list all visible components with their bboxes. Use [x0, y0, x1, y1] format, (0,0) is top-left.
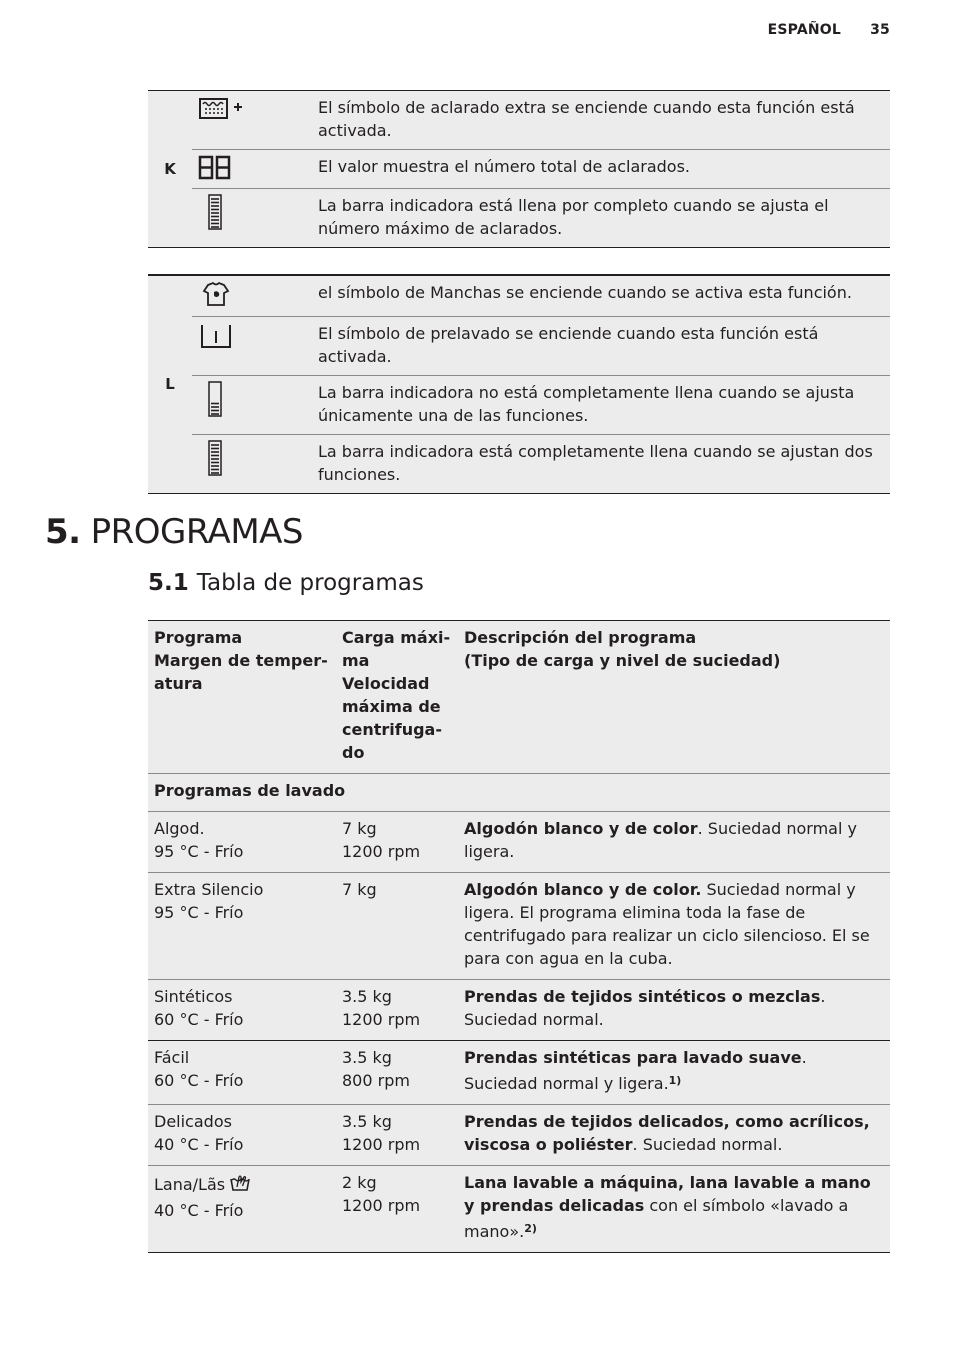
header-text: (Tipo de carga y nivel de suciedad)	[464, 651, 781, 670]
table-k-text-2: El valor muestra el número total de aclarados.	[304, 150, 890, 189]
program-desc-bold: Algodón blanco y de color	[464, 819, 698, 838]
program-speed: 1200 rpm	[342, 1196, 421, 1215]
header-text: Descripción del programa	[464, 628, 697, 647]
table-row	[148, 1166, 890, 1253]
table-row	[148, 1105, 890, 1166]
program-speed: 1200 rpm	[342, 842, 421, 861]
table-row	[148, 812, 890, 873]
program-temp: 60 °C - Frío	[154, 1010, 244, 1029]
section-label: Programas de lavado	[148, 774, 890, 812]
header-text: atura	[154, 674, 203, 693]
table-k-key: K	[164, 159, 176, 178]
header-text: centrifuga-	[342, 720, 442, 739]
program-desc: . Suciedad normal y ligera.	[464, 1048, 807, 1093]
program-desc-bold: Prendas sintéticas para lavado suave	[464, 1048, 802, 1067]
stain-shirt-icon	[192, 275, 304, 317]
full-bar-indicator-icon	[192, 435, 304, 494]
header-text: Carga máxi-	[342, 628, 451, 647]
program-desc-bold: Lana lavable a máquina, lana lavable a mano y prendas delicadas	[464, 1173, 871, 1215]
program-desc-bold: Prendas de tejidos sintéticos o mezclas	[464, 987, 821, 1006]
header-language: ESPAÑOL	[767, 22, 842, 38]
header-load	[336, 621, 458, 774]
program-speed: 1200 rpm	[342, 1135, 421, 1154]
subsection-title: Tabla de programas	[196, 570, 424, 596]
header-text: Programa	[154, 628, 243, 647]
table-row	[148, 1041, 890, 1105]
table-row	[148, 980, 890, 1041]
table-l-text-1: el símbolo de Manchas se enciende cuando se activa esta función.	[318, 283, 852, 302]
program-speed: 1200 rpm	[342, 1010, 421, 1029]
page-header	[768, 22, 890, 38]
header-description	[458, 621, 890, 774]
hand-wash-icon	[229, 1171, 251, 1199]
header-program	[148, 621, 336, 774]
program-load: 3.5 kg	[342, 1048, 392, 1067]
program-load: 2 kg	[342, 1173, 377, 1192]
program-desc-bold: Prendas de tejidos delicados, como acrílicos, viscosa o poliéster	[464, 1112, 870, 1154]
program-load: 7 kg	[342, 819, 377, 838]
full-bar-indicator-icon	[192, 189, 304, 248]
program-desc: . Suciedad normal y ligera.	[464, 819, 857, 861]
program-desc: Suciedad normal y ligera. El programa elimina toda la fase de centrifugado para realizar un ciclo silencioso. El se para con agua en la cuba.	[464, 880, 870, 968]
subsection-heading	[148, 570, 424, 596]
header-text: do	[342, 743, 365, 762]
footnote-ref: 1)	[668, 1074, 682, 1087]
program-temp: 40 °C - Frío	[154, 1201, 244, 1220]
program-name: Sintéticos	[154, 987, 233, 1006]
footnote-ref: 2)	[524, 1222, 537, 1235]
program-name: Extra Silencio	[154, 880, 264, 899]
header-text: ma	[342, 651, 370, 670]
table-l-text-4: La barra indicadora está completamente llena cuando se ajustan dos funciones.	[304, 435, 890, 494]
table-k-text-1: El símbolo de aclarado extra se enciende cuando esta función está activada.	[318, 98, 855, 140]
header-text: Margen de temper-	[154, 651, 328, 670]
section-title: PROGRAMAS	[90, 512, 303, 552]
table-l	[148, 274, 890, 494]
program-load: 7 kg	[342, 880, 377, 899]
program-temp: 95 °C - Frío	[154, 842, 244, 861]
program-desc-bold: Algodón blanco y de color.	[464, 880, 702, 899]
program-temp: 40 °C - Frío	[154, 1135, 244, 1154]
section-heading	[45, 512, 303, 552]
program-name: Lana/Lãs	[154, 1175, 226, 1194]
program-temp: 95 °C - Frío	[154, 903, 244, 922]
prewash-tub-icon	[192, 317, 304, 376]
partial-bar-indicator-icon	[192, 376, 304, 435]
program-table	[148, 620, 890, 1253]
header-text: Velocidad	[342, 674, 430, 693]
header-text: máxima de	[342, 697, 441, 716]
program-name: Algod.	[154, 819, 205, 838]
section-number: 5.	[45, 512, 81, 552]
section-row	[148, 774, 890, 812]
program-load: 3.5 kg	[342, 987, 392, 1006]
program-speed: 800 rpm	[342, 1071, 410, 1090]
table-k	[148, 90, 890, 248]
table-l-text-2: El símbolo de prelavado se enciende cuando esta función está activada.	[304, 317, 890, 376]
page-number: 35	[870, 22, 890, 38]
program-desc: con el símbolo «lavado a mano».	[464, 1196, 849, 1241]
program-name: Delicados	[154, 1112, 232, 1131]
program-table-header	[148, 621, 890, 774]
digit-display-icon	[192, 150, 304, 189]
table-l-key: L	[165, 375, 175, 393]
program-desc: . Suciedad normal.	[464, 987, 826, 1029]
table-k-text-3: La barra indicadora está llena por completo cuando se ajusta el número máximo de aclarados.	[304, 189, 890, 248]
extra-rinse-icon	[192, 91, 304, 150]
program-name: Fácil	[154, 1048, 190, 1067]
program-load: 3.5 kg	[342, 1112, 392, 1131]
program-desc: . Suciedad normal.	[632, 1135, 783, 1154]
table-row	[148, 873, 890, 980]
program-temp: 60 °C - Frío	[154, 1071, 244, 1090]
subsection-number: 5.1	[148, 570, 189, 596]
program-name-line	[154, 1171, 330, 1199]
table-l-text-3: La barra indicadora no está completamente llena cuando se ajusta únicamente una de las funciones.	[304, 376, 890, 435]
